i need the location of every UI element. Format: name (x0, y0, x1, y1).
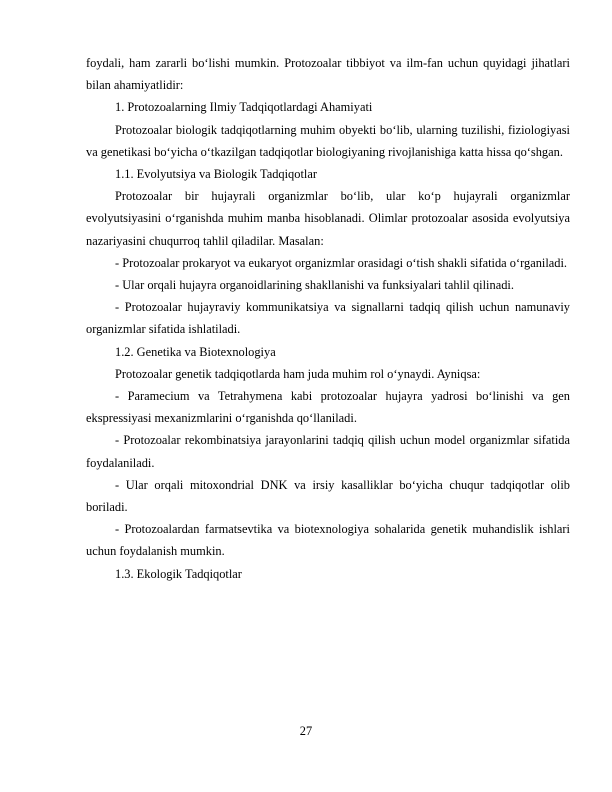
bullet-paragraph: - Protozoalar prokaryot va eukaryot organizmlar orasidagi o‘tish shakli sifatida o‘rganiladi. (115, 255, 568, 270)
bullet-paragraph: - Protozoalar hujayraviy kommunikatsiya va signallarni tadqiq qilish uchun namunaviy organizmlar sifatida ishlatiladi. (86, 300, 570, 337)
body-paragraph: Protozoalar biologik tadqiqotlarning muhim obyekti bo‘lib, ularning tuzilishi, fiziologiyasi va genetikasi bo‘yicha o‘tkazilgan tadqiqotlar biologiyaning rivojlanishiga katta hissa qo‘shgan. (86, 122, 570, 159)
bullet-paragraph: - Ular orqali hujayra organoidlarining shakllanishi va funksiyalari tahlil qilinadi. (115, 278, 514, 293)
bullet-paragraph: - Protozoalardan farmatsevtika va biotexnologiya sohalarida genetik muhandislik ishlari uchun foydalanish mumkin. (86, 522, 570, 559)
bullet-paragraph: - Ular orqali mitoxondrial DNK va irsiy kasalliklar bo‘yicha chuqur tadqiqotlar olib boriladi. (86, 477, 570, 515)
body-paragraph: Protozoalar genetik tadqiqotlarda ham juda muhim rol o‘ynaydi. Ayniqsa: (115, 366, 481, 381)
page-number: 27 (299, 724, 313, 738)
subsection-heading: 1.3. Ekologik Tadqiqotlar (115, 566, 242, 581)
body-paragraph: foydali, ham zararli bo‘lishi mumkin. Protozoalar tibbiyot va ilm-fan uchun quyidagi jihatlari bilan ahamiyatlidir: (86, 56, 570, 93)
bullet-paragraph: - Paramecium va Tetrahymena kabi protozoalar hujayra yadrosi bo‘linishi va gen ekspressiyasi mexanizmlarini o‘rganishda qo‘llaniladi. (86, 389, 570, 426)
subsection-heading: 1.2. Genetika va Biotexnologiya (115, 344, 276, 359)
body-paragraph: Protozoalar bir hujayrali organizmlar bo‘lib, ular ko‘p hujayrali organizmlar evolyutsiyasini o‘rganishda muhim manba hisoblanadi. Olimlar protozoalar asosida evolyutsiya nazariyasini chuqurroq tahlil qiladilar. Masalan: (86, 189, 570, 248)
section-heading: 1. Protozoalarning Ilmiy Tadqiqotlardagi Ahamiyati (115, 100, 373, 115)
bullet-paragraph: - Protozoalar rekombinatsiya jarayonlarini tadqiq qilish uchun model organizmlar sifatida foydalaniladi. (86, 433, 570, 470)
subsection-heading: 1.1. Evolyutsiya va Biologik Tadqiqotlar (115, 167, 317, 182)
page-content (86, 52, 570, 585)
